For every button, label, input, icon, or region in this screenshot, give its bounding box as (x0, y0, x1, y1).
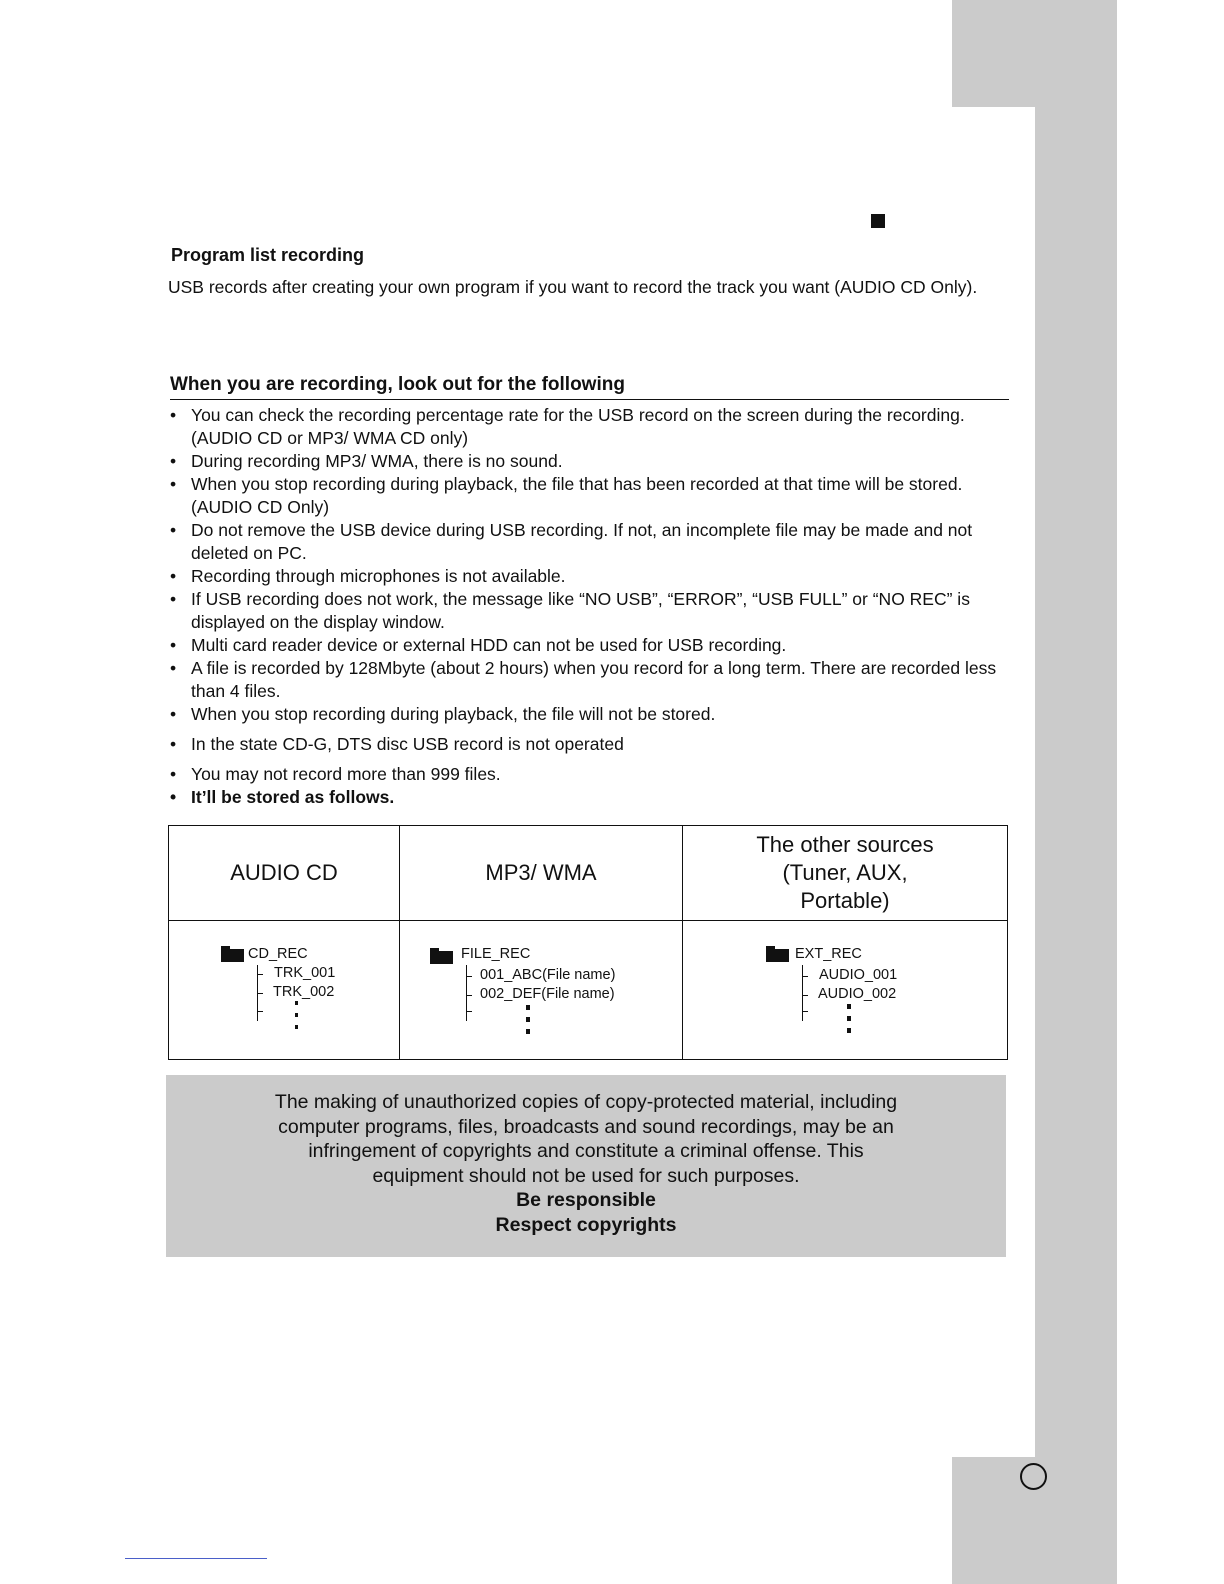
note-item: • If USB recording does not work, the message like “NO USB”, “ERROR”, “USB FULL” or “NO REC” is displayed on the display window. (170, 588, 1005, 634)
header-mp3-wma: MP3/ WMA (400, 826, 683, 921)
folder-tree (430, 945, 670, 1055)
note-item: • In the state CD-G, DTS disc USB record is not operated (170, 733, 1005, 756)
program-list-heading: Program list recording (171, 245, 365, 265)
notice-line: computer programs, files, broadcasts and sound recordings, may be an (278, 1115, 894, 1138)
tree-cell-other-sources (683, 921, 1008, 1060)
note-item-stored: • It’ll be stored as follows. (170, 786, 1005, 809)
folder-icon (221, 949, 244, 962)
file-name: AUDIO_001 (819, 967, 898, 983)
file-name: 002_DEF(File name) (480, 986, 615, 1002)
program-list-text: USB records after creating your own program if you want to record the track you want (AUDIO CD Only). (168, 277, 978, 297)
tree-cell-mp3-wma (400, 921, 683, 1060)
heading-rule (170, 399, 1009, 400)
folder-icon (766, 949, 789, 962)
storage-table (168, 825, 1008, 1060)
notice-emphasis: Be responsible (516, 1189, 656, 1211)
file-name: AUDIO_002 (818, 986, 897, 1002)
header-audio-cd: AUDIO CD (169, 826, 400, 921)
folder-tree (766, 945, 986, 1055)
note-item: • Do not remove the USB device during USB recording. If not, an incomplete file may be made and not deleted on PC. (170, 519, 1005, 565)
note-item: • When you stop recording during playback, the file will not be stored. (170, 703, 1005, 726)
notice-emphasis: Respect copyrights (495, 1213, 677, 1236)
note-item: • Recording through microphones is not available. (170, 565, 1005, 588)
folder-tree (221, 945, 391, 1055)
folder-icon (430, 951, 453, 964)
notice-line: The making of unauthorized copies of copy-protected material, including (274, 1091, 898, 1113)
square-mark-icon (871, 214, 885, 228)
file-name: TRK_002 (273, 984, 335, 1000)
file-name: TRK_001 (274, 965, 336, 981)
side-tab (1035, 0, 1117, 1584)
folder-name: EXT_REC (795, 946, 862, 962)
note-item: • When you stop recording during playback, the file that has been recorded at that time will be stored.(AUDIO CD Only) (170, 473, 1005, 519)
note-item: • A file is recorded by 128Mbyte (about 2 hours) when you record for a long term. There are recorded less than 4 files. (170, 657, 1005, 703)
note-item: • During recording MP3/ WMA, there is no sound. (170, 450, 1005, 473)
copyright-notice (166, 1075, 1006, 1257)
folder-name: FILE_REC (461, 946, 531, 962)
tree-cell-audio-cd (169, 921, 400, 1060)
notice-line: infringement of copyrights and constitute a criminal offense. This (308, 1140, 864, 1162)
footer-line (125, 1558, 267, 1559)
recording-notes-heading: When you are recording, look out for the following (170, 374, 625, 395)
note-item: • Multi card reader device or external HDD can not be used for USB recording. (170, 634, 1005, 657)
page-number-circle (1020, 1463, 1047, 1490)
header-other-sources-text: The other sources (Tuner, AUX, Portable) (756, 832, 934, 913)
note-item: • You may not record more than 999 files. (170, 763, 1005, 786)
note-item: • You can check the recording percentage rate for the USB record on the screen during the recording.(AUDIO CD or MP3/ WMA CD only) (170, 404, 1005, 450)
notice-line: equipment should not be used for such purposes. (372, 1164, 800, 1187)
folder-name: CD_REC (248, 946, 308, 962)
header-other-sources (683, 826, 1008, 921)
recording-notes-list (170, 404, 1005, 809)
file-name: 001_ABC(File name) (480, 967, 616, 983)
